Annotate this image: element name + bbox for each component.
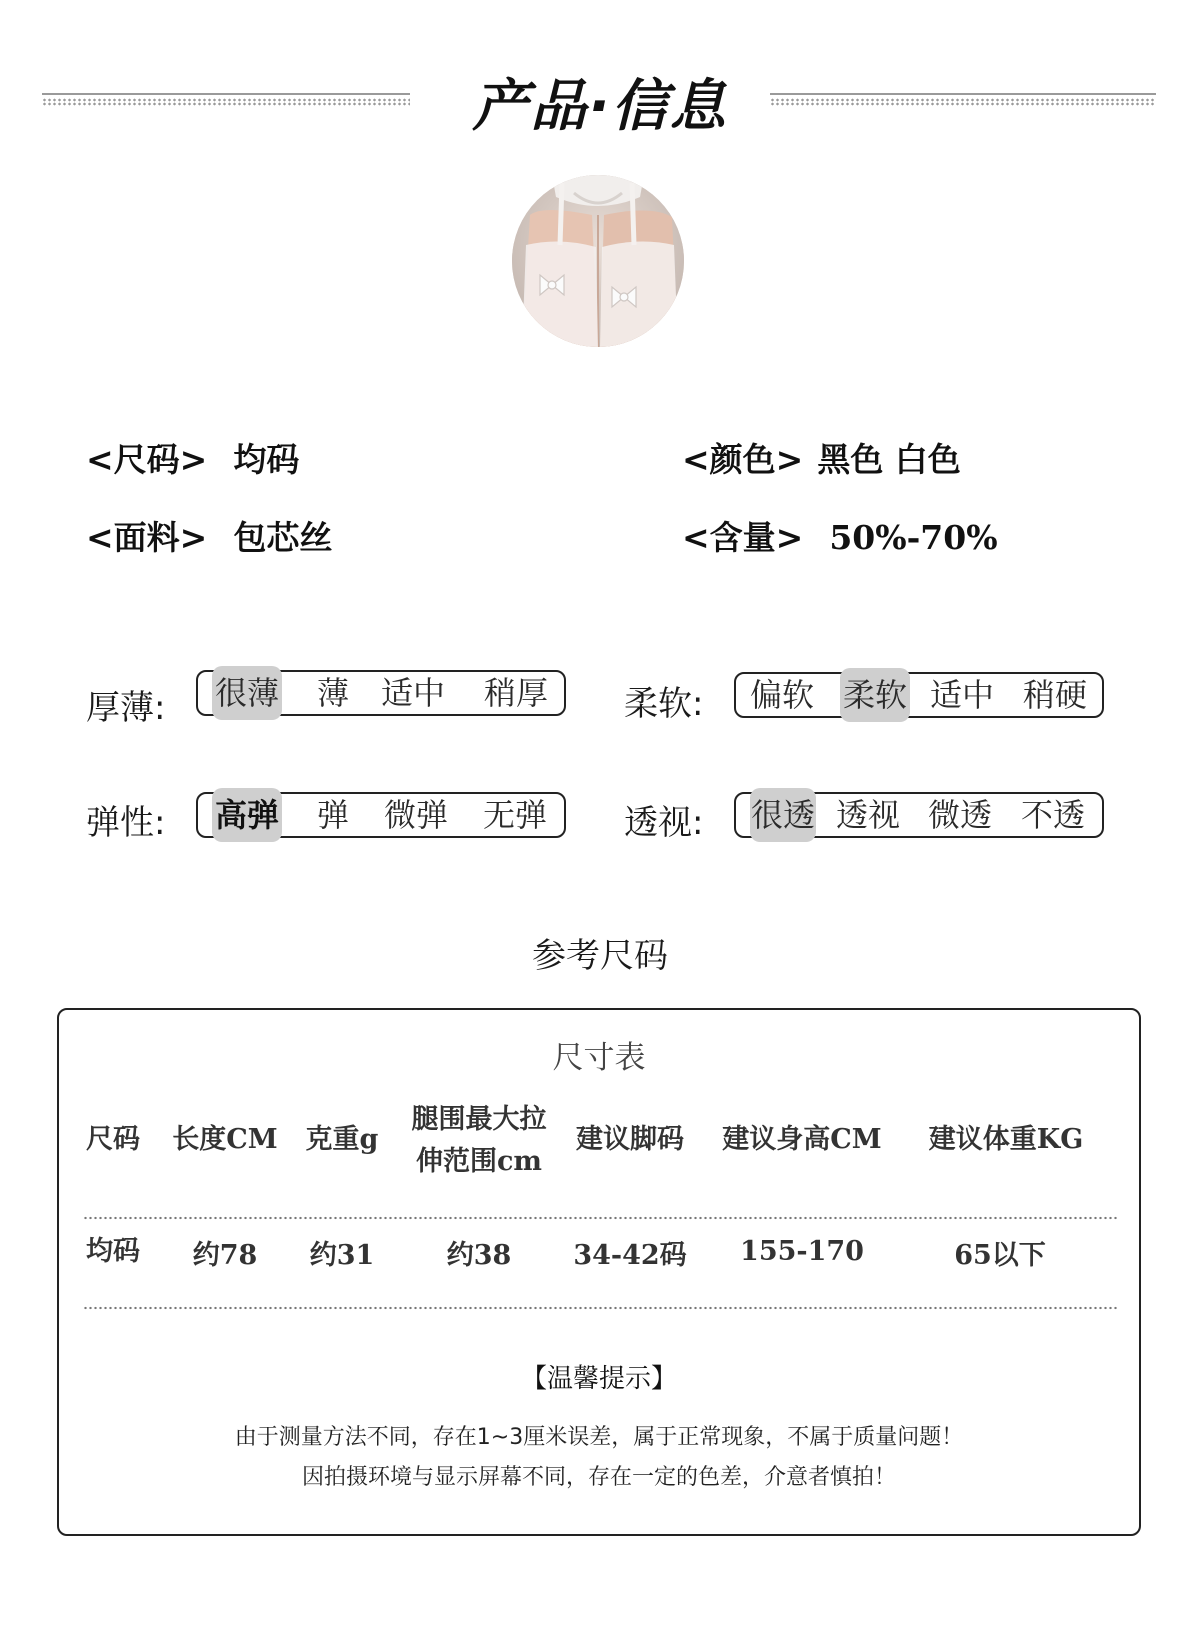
table-divider-bottom [83, 1306, 1117, 1310]
softness-option-very-soft: 柔软 [840, 668, 910, 722]
softness-scale [734, 672, 1104, 718]
size-table-title: 尺寸表 [552, 1040, 646, 1076]
tips-line-2: 因拍摄环境与显示屏幕不同，存在一定的色差，介意者慎拍！ [301, 1465, 896, 1490]
cell-height: 155-170 [740, 1236, 864, 1267]
elasticity-option-high: 高弹 [212, 788, 282, 842]
content-label: <含量> [682, 518, 804, 557]
header-length: 长度CM [172, 1124, 278, 1155]
elasticity-option-elastic: 弹 [316, 796, 349, 834]
transparency-label: 透视: [624, 803, 704, 843]
elasticity-option-none: 无弹 [482, 796, 547, 834]
elasticity-scale [196, 792, 566, 838]
cell-length: 约78 [192, 1240, 258, 1271]
size-label: <尺码> [86, 440, 208, 479]
color-info [682, 434, 961, 481]
softness-option-firm: 稍硬 [1022, 676, 1087, 714]
content-value: 50%-70% [829, 518, 998, 557]
color-label: <颜色> [682, 440, 804, 479]
fabric-info [86, 512, 332, 559]
cell-body-weight: 65以下 [954, 1240, 1046, 1271]
header-shoe-size: 建议脚码 [576, 1124, 684, 1155]
fabric-value: 包芯丝 [233, 518, 333, 557]
cell-shoe-size: 34-42码 [573, 1240, 687, 1271]
content-info [682, 512, 998, 559]
header-leg-max-b: 伸范围cm [415, 1146, 542, 1177]
softness-label: 柔软: [624, 684, 704, 724]
cell-size: 均码 [86, 1236, 140, 1267]
header-body-weight: 建议体重KG [928, 1124, 1084, 1155]
header-weight: 克重g [305, 1124, 379, 1155]
size-reference-title: 参考尺码 [532, 936, 668, 976]
tips-title: 【温馨提示】 [520, 1364, 677, 1394]
thickness-scale [196, 670, 566, 716]
thickness-option-thicker: 稍厚 [483, 674, 548, 712]
thickness-option-thin: 薄 [316, 674, 349, 712]
tips-line-1: 由于测量方法不同，存在1~3厘米误差，属于正常现象，不属于质量问题！ [234, 1425, 964, 1450]
transparency-option-slight: 微透 [927, 796, 992, 834]
fabric-label: <面料> [86, 518, 208, 557]
header-leg-max-a: 腿围最大拉 [411, 1104, 547, 1135]
cell-leg: 约38 [446, 1240, 512, 1271]
header-size: 尺码 [86, 1124, 140, 1155]
title-divider-right [770, 98, 1156, 106]
cell-weight: 约31 [309, 1240, 375, 1271]
size-table-panel [57, 1008, 1141, 1536]
product-photo [512, 175, 684, 347]
transparency-option-opaque: 不透 [1020, 796, 1085, 834]
elasticity-label: 弹性: [86, 803, 166, 843]
elasticity-option-slight: 微弹 [383, 796, 448, 834]
size-value: 均码 [233, 440, 300, 479]
transparency-option-very-sheer: 很透 [750, 788, 816, 842]
header-height: 建议身高CM [722, 1124, 882, 1155]
page-title: 产品·信息 [472, 74, 728, 139]
thickness-label: 厚薄: [86, 688, 166, 728]
thickness-option-medium: 适中 [380, 674, 445, 712]
softness-option-medium: 适中 [929, 676, 994, 714]
transparency-option-sheer: 透视 [835, 796, 900, 834]
transparency-scale [734, 792, 1104, 838]
size-info [86, 434, 299, 481]
title-divider-left [42, 98, 410, 106]
table-divider-top [83, 1216, 1117, 1220]
softness-option-soft: 偏软 [749, 676, 814, 714]
color-value: 黑色 白色 [817, 440, 961, 479]
thickness-option-very-thin: 很薄 [212, 666, 282, 720]
